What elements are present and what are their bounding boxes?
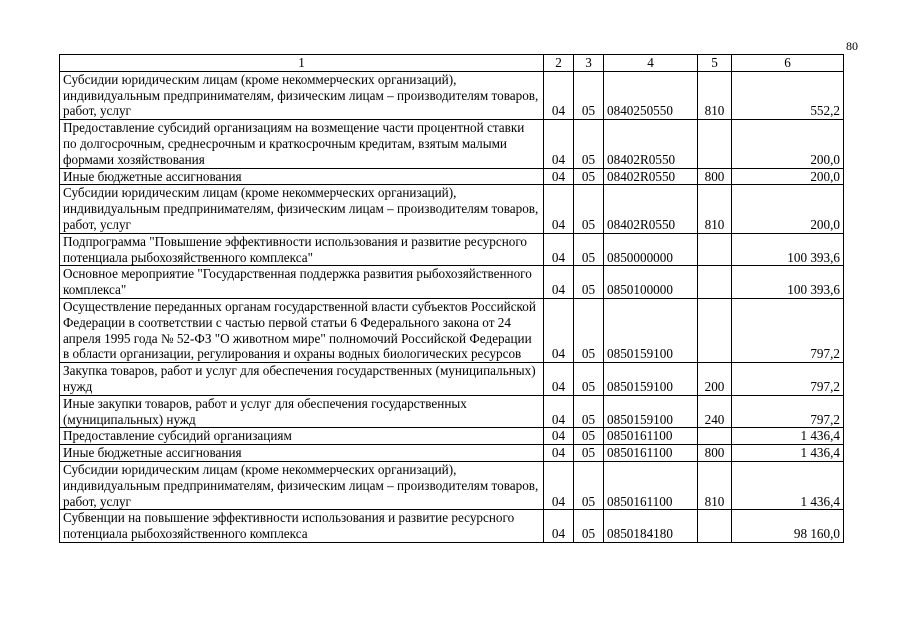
row-section-cell: 04: [544, 233, 574, 266]
row-target-article-cell: 0850159100: [604, 298, 698, 362]
row-amount-cell: 100 393,6: [732, 266, 844, 299]
row-target-article-cell: 08402R0550: [604, 185, 698, 233]
header-cell-2: 2: [544, 55, 574, 72]
row-subsection-cell: 05: [574, 395, 604, 428]
row-subsection-cell: 05: [574, 445, 604, 462]
row-amount-cell: 1 436,4: [732, 445, 844, 462]
row-section-cell: 04: [544, 510, 574, 543]
row-amount-cell: 98 160,0: [732, 510, 844, 543]
row-name-cell: Субсидии юридическим лицам (кроме некоммерческих организаций), индивидуальным предпринимателям, физическим лицам – производителям товаров, работ, услуг: [60, 185, 544, 233]
row-subsection-cell: 05: [574, 266, 604, 299]
row-name-cell: Субсидии юридическим лицам (кроме некоммерческих организаций), индивидуальным предпринимателям, физическим лицам – производителям товаров, работ, услуг: [60, 71, 544, 119]
row-target-article-cell: 0850161100: [604, 445, 698, 462]
row-expense-type-cell: 810: [698, 461, 732, 509]
table-row: [60, 185, 844, 233]
row-amount-cell: 200,0: [732, 120, 844, 168]
header-cell-1: 1: [60, 55, 544, 72]
page-number: 80: [846, 39, 858, 53]
row-amount-cell: 1 436,4: [732, 461, 844, 509]
row-amount-cell: 100 393,6: [732, 233, 844, 266]
header-cell-3: 3: [574, 55, 604, 72]
table-row: [60, 120, 844, 168]
header-row: [60, 55, 844, 72]
header-cell-5: 5: [698, 55, 732, 72]
row-amount-cell: 200,0: [732, 168, 844, 185]
row-section-cell: 04: [544, 445, 574, 462]
row-expense-type-cell: [698, 428, 732, 445]
row-expense-type-cell: [698, 120, 732, 168]
row-expense-type-cell: [698, 233, 732, 266]
row-expense-type-cell: [698, 266, 732, 299]
table-row: [60, 428, 844, 445]
row-target-article-cell: 0850161100: [604, 428, 698, 445]
row-section-cell: 04: [544, 428, 574, 445]
row-target-article-cell: 0840250550: [604, 71, 698, 119]
row-expense-type-cell: 200: [698, 363, 732, 396]
row-section-cell: 04: [544, 298, 574, 362]
row-name-cell: Иные бюджетные ассигнования: [60, 445, 544, 462]
row-name-cell: Субсидии юридическим лицам (кроме некоммерческих организаций), индивидуальным предпринимателям, физическим лицам – производителям товаров, работ, услуг: [60, 461, 544, 509]
table-row: [60, 363, 844, 396]
row-section-cell: 04: [544, 185, 574, 233]
row-name-cell: Основное мероприятие "Государственная поддержка развития рыбохозяйственного комплекса": [60, 266, 544, 299]
header-cell-6: 6: [732, 55, 844, 72]
row-name-cell: Предоставление субсидий организациям: [60, 428, 544, 445]
row-expense-type-cell: [698, 510, 732, 543]
row-target-article-cell: 0850184180: [604, 510, 698, 543]
table-row: [60, 71, 844, 119]
table-row: [60, 168, 844, 185]
row-subsection-cell: 05: [574, 120, 604, 168]
row-amount-cell: 797,2: [732, 298, 844, 362]
header-cell-4: 4: [604, 55, 698, 72]
row-subsection-cell: 05: [574, 428, 604, 445]
row-amount-cell: 552,2: [732, 71, 844, 119]
table-row: [60, 510, 844, 543]
row-section-cell: 04: [544, 168, 574, 185]
row-name-cell: Иные закупки товаров, работ и услуг для обеспечения государственных (муниципальных) нужд: [60, 395, 544, 428]
row-amount-cell: 797,2: [732, 363, 844, 396]
row-subsection-cell: 05: [574, 298, 604, 362]
table-row: [60, 445, 844, 462]
row-amount-cell: 797,2: [732, 395, 844, 428]
row-expense-type-cell: 800: [698, 168, 732, 185]
row-subsection-cell: 05: [574, 71, 604, 119]
row-subsection-cell: 05: [574, 510, 604, 543]
row-target-article-cell: 0850100000: [604, 266, 698, 299]
row-subsection-cell: 05: [574, 233, 604, 266]
row-name-cell: Подпрограмма "Повышение эффективности использования и развитие ресурсного потенциала рыбохозяйственного комплекса": [60, 233, 544, 266]
row-name-cell: Закупка товаров, работ и услуг для обеспечения государственных (муниципальных) нужд: [60, 363, 544, 396]
row-amount-cell: 200,0: [732, 185, 844, 233]
row-section-cell: 04: [544, 395, 574, 428]
row-target-article-cell: 08402R0550: [604, 168, 698, 185]
row-target-article-cell: 08402R0550: [604, 120, 698, 168]
row-section-cell: 04: [544, 363, 574, 396]
row-name-cell: Субвенции на повышение эффективности использования и развитие ресурсного потенциала рыбохозяйственного комплекса: [60, 510, 544, 543]
table-row: [60, 266, 844, 299]
table-body: [60, 55, 844, 543]
row-section-cell: 04: [544, 71, 574, 119]
row-name-cell: Осуществление переданных органам государственной власти субъектов Российской Федерации в соответствии с частью первой статьи 6 Федерального закона от 24 апреля 1995 года № 52-ФЗ "О животном мире" полномочий Российской Федерации в области организации, регулирования и охраны водных биологических ресурсов: [60, 298, 544, 362]
row-subsection-cell: 05: [574, 461, 604, 509]
row-expense-type-cell: 810: [698, 185, 732, 233]
row-target-article-cell: 0850161100: [604, 461, 698, 509]
row-expense-type-cell: 800: [698, 445, 732, 462]
row-expense-type-cell: [698, 298, 732, 362]
row-target-article-cell: 0850000000: [604, 233, 698, 266]
table-row: [60, 233, 844, 266]
row-section-cell: 04: [544, 266, 574, 299]
table-row: [60, 395, 844, 428]
row-expense-type-cell: 240: [698, 395, 732, 428]
row-expense-type-cell: 810: [698, 71, 732, 119]
row-name-cell: Предоставление субсидий организациям на возмещение части процентной ставки по долгосрочным, среднесрочным и краткосрочным кредитам, взятым малыми формами хозяйствования: [60, 120, 544, 168]
row-subsection-cell: 05: [574, 185, 604, 233]
budget-table: [59, 54, 844, 543]
table-row: [60, 298, 844, 362]
row-amount-cell: 1 436,4: [732, 428, 844, 445]
row-target-article-cell: 0850159100: [604, 363, 698, 396]
row-subsection-cell: 05: [574, 168, 604, 185]
table-row: [60, 461, 844, 509]
row-section-cell: 04: [544, 120, 574, 168]
row-subsection-cell: 05: [574, 363, 604, 396]
row-name-cell: Иные бюджетные ассигнования: [60, 168, 544, 185]
row-target-article-cell: 0850159100: [604, 395, 698, 428]
row-section-cell: 04: [544, 461, 574, 509]
